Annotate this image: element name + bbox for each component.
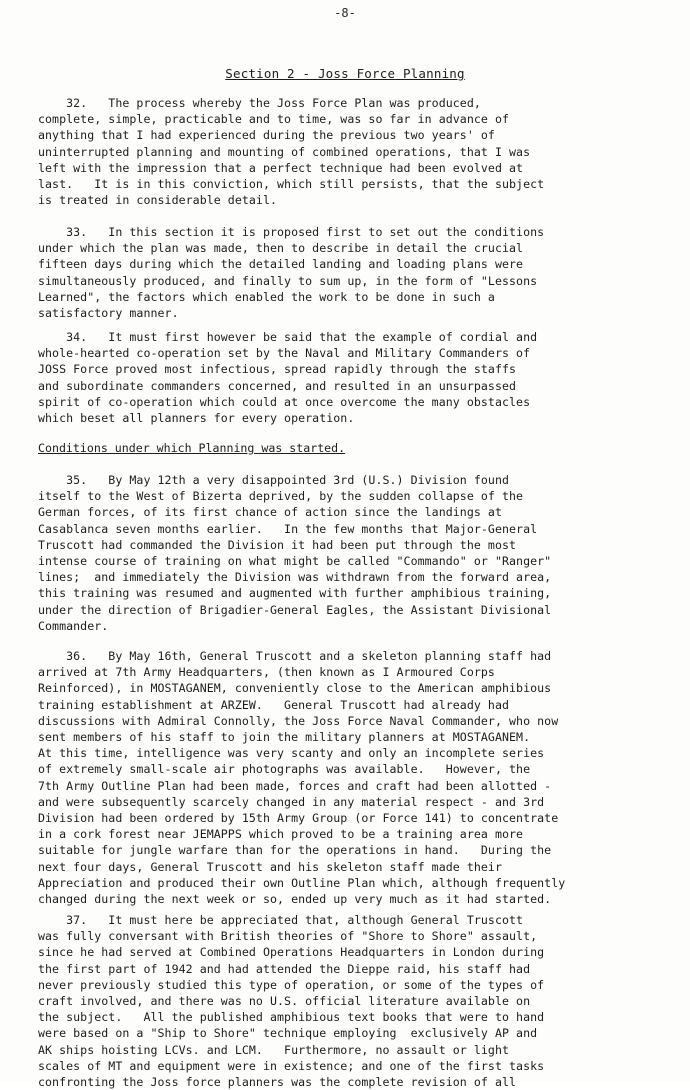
paragraph-37: 37. It must here be appreciated that, although General Truscott was fully conversant with British theories of "Shore to Shore" assault, since he had served at Combined Operations Headquarters in London during the first part of 1942 and had attended the Dieppe raid, his staff had never previously studied this type of operation, or some of the types of craft involved, and there was no U.S. official literature available on the subject. All the published amphibious text books that were to hand were based on a "Ship to Shore" technique employing exclusively AP and AK ships hoisting LCVs. and LCM. Furthermore, no assault or light scales of MT and equipment were in existence; and one of the first tasks confronting the Joss force planners was the complete revision of all [38, 913, 545, 1090]
section-title: Section 2 - Joss Force Planning [225, 66, 465, 81]
paragraph-32: 32. The process whereby the Joss Force Plan was produced, complete, simple, practicable and to time, was so far in advance of anything that I had experienced during the previous two years' of uninterrupted planning and mounting of combined operations, that I was left with the impression that a perfect technique had been evolved at last. It is in this conviction, which still persists, that the subject is treated in considerable detail. [38, 96, 545, 208]
paragraph-33: 33. In this section it is proposed first to set out the conditions under which the plan was made, then to describe in detail the crucial fifteen days during which the detailed landing and loading plans were simultaneously produced, and finally to sum up, in the form of "Lessons Learned", the factors which enabled the work to be done in such a satisfactory manner. [38, 225, 545, 321]
paragraph-34: 34. It must first however be said that the example of cordial and whole-hearted co-operation set by the Naval and Military Commanders of JOSS Force proved most infectious, spread rapidly through the staffs and subordinate commanders concerned, and resulted in an unsurpassed spirit of co-operation which could at once overcome the many obstacles which beset all planners for every operation. [38, 330, 538, 426]
paragraph-36: 36. By May 16th, General Truscott and a skeleton planning staff had arrived at 7th Army Headquarters, (then known as I Armoured Corps Reinforced), in MOSTAGANEM, conveniently close to the American amphibious training establishment at ARZEW. General Truscott had already had discussions with Admiral Connolly, the Joss Force Naval Commander, who now sent members of his staff to join the military planners at MOSTAGANEM. At this time, intelligence was very scanty and only an incomplete series of extremely small-scale air photographs was available. However, the 7th Army Outline Plan had been made, forces and craft had been allotted - and were subsequently scarcely changed in any material respect - and 3rd Division had been ordered by 15th Army Group (or Force 141) to concentrate in a cork forest near JEMAPPS which proved to be a training area more suitable for jungle warfare than for the operations in hand. During the next four days, General Truscott and his skeleton staff made their Appreciation and produced their own Outline Plan which, although frequently changed during the next week or so, ended up very much as it had started. [38, 649, 566, 907]
paragraph-35: 35. By May 12th a very disappointed 3rd (U.S.) Division found itself to the West of Bizerta deprived, by the sudden collapse of the German forces, of its first chance of action since the landings at Casablanca seven months earlier. In the few months that Major-General Truscott had commanded the Division it had been put through the most intense course of training on what might be called "Commando" or "Ranger" lines; and immediately the Division was withdrawn from the forward area, this training was resumed and augmented with further amphibious training, under the direction of Brigadier-General Eagles, the Assistant Divisional Commander. [38, 473, 552, 633]
subheading-conditions: Conditions under which Planning was started. [38, 441, 346, 455]
page-number: -8- [334, 6, 356, 20]
